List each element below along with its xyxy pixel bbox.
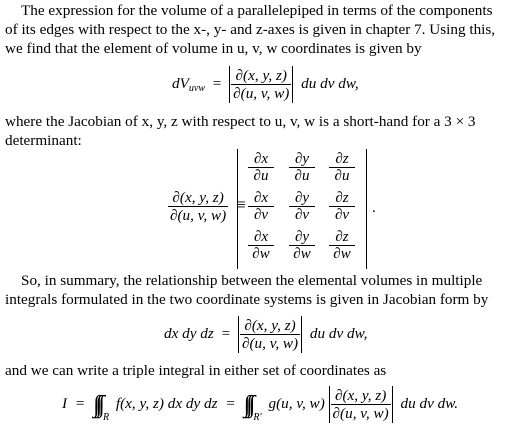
jacobian-fraction — [331, 387, 391, 422]
det-entry: ∂x ∂w — [244, 229, 278, 262]
text-line: The expression for the volume of a parallelepiped in terms of the components — [21, 2, 493, 19]
equation-volume-relation — [164, 316, 367, 353]
equation-volume-element — [172, 66, 359, 103]
eq-lhs-subscript: uvw — [188, 82, 205, 94]
jacobian-abs — [329, 386, 393, 423]
text-line: where the Jacobian of x, y, z with respect to u, v, w is a short-hand for a 3 × 3 — [5, 113, 476, 130]
jacobian-fraction — [231, 67, 291, 102]
jacobian-denominator: ∂(u, v, w) — [233, 85, 290, 102]
jacobian-numerator: ∂(x, y, z) — [240, 317, 300, 335]
text-line: So, in summary, the relationship between the elemental volumes in multiple — [21, 272, 483, 289]
text-line: integrals formulated in the two coordinate systems is given in Jacobian form by — [5, 291, 489, 308]
jacobian-fraction — [168, 189, 228, 224]
equation-jacobian-lhs — [168, 189, 246, 224]
jacobian-abs — [229, 66, 293, 103]
det-entry: ∂x ∂v — [244, 190, 278, 223]
jacobian-determinant — [237, 149, 367, 269]
integrand: g(u, v, w) — [268, 394, 325, 412]
paragraph-triple-integral — [5, 361, 520, 380]
eq-lhs: I — [62, 394, 68, 412]
jacobian-fraction — [240, 317, 300, 352]
text-line: of its edges with respect to the x-, y- and z-axes is given in chapter 7. Using this, — [5, 21, 496, 38]
region-label: R — [102, 411, 110, 423]
eq-lhs: dx dy dz — [164, 324, 214, 342]
paragraph-intro — [5, 1, 520, 58]
equiv-sign: ≡ — [235, 194, 246, 214]
paragraph-jacobian-def — [5, 112, 520, 150]
det-entry: ∂y ∂u — [285, 151, 319, 184]
text-line: determinant: — [5, 132, 82, 149]
eq-rhs: du dv dw, — [301, 74, 359, 92]
jacobian-numerator: ∂(x, y, z) — [331, 387, 391, 405]
det-entry: ∂z ∂w — [325, 229, 359, 262]
equals-sign: = — [226, 394, 235, 412]
equals-sign: = — [75, 394, 85, 412]
eq-rhs: du dv dw. — [400, 394, 459, 412]
region-label: R′ — [253, 411, 262, 423]
eq-lhs: dV — [172, 74, 189, 92]
det-entry: ∂x ∂u — [244, 151, 278, 184]
jacobian-denominator: ∂(u, v, w) — [332, 405, 389, 422]
det-entry: ∂y ∂w — [285, 229, 319, 262]
equation-period: . — [372, 199, 376, 216]
equals-sign: = — [212, 74, 222, 92]
jacobian-numerator: ∂(x, y, z) — [168, 189, 228, 207]
triple-integral-sign: ∫∫∫ — [243, 391, 252, 418]
text-line: and we can write a triple integral in either set of coordinates as — [5, 362, 387, 379]
det-entry: ∂y ∂v — [285, 190, 319, 223]
equals-sign: = — [221, 324, 231, 342]
eq-rhs: du dv dw, — [309, 324, 368, 342]
jacobian-numerator: ∂(x, y, z) — [231, 67, 291, 85]
integrand: f(x, y, z) dx dy dz — [115, 394, 218, 412]
jacobian-denominator: ∂(u, v, w) — [241, 335, 299, 352]
triple-integral-sign: ∫∫∫ — [93, 391, 101, 418]
equation-triple-integral — [62, 386, 458, 427]
text-line: we find that the element of volume in u, v, w coordinates is given by — [5, 40, 422, 57]
det-entry: ∂z ∂v — [325, 190, 359, 223]
paragraph-summary — [5, 271, 520, 309]
jacobian-denominator: ∂(u, v, w) — [170, 207, 227, 224]
jacobian-abs — [238, 316, 302, 353]
det-entry: ∂z ∂u — [325, 151, 359, 184]
